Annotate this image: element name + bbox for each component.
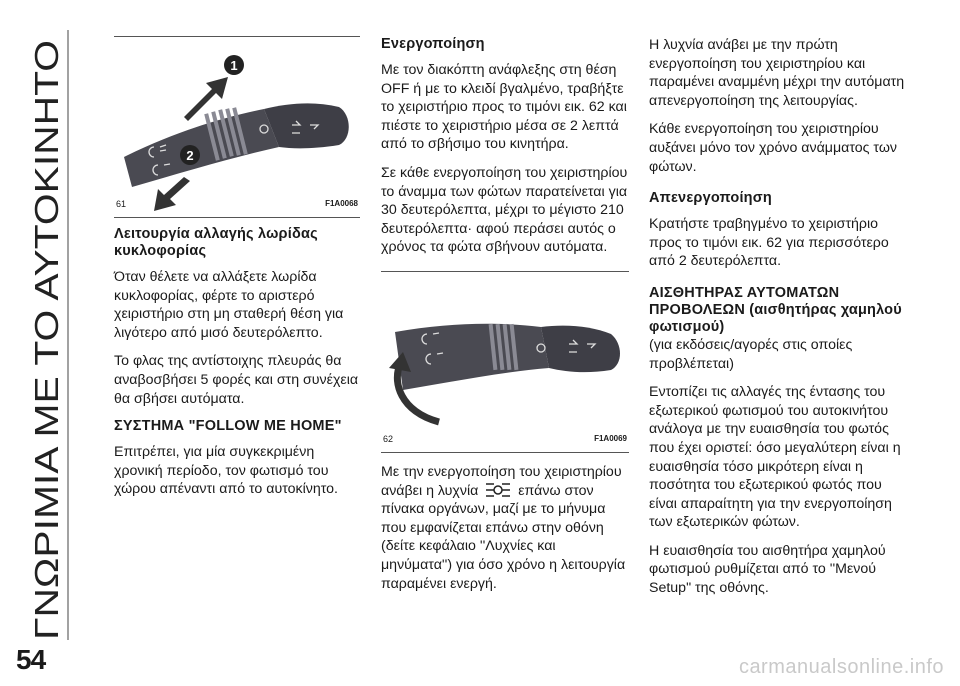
column-2 [381,36,629,603]
figure-code: F1A0068 [325,199,358,209]
paragraph: Το φλας της αντίστοιχης πλευράς θα αναβοσβήσει 5 φορές και στη συνέχεια θα σβήσει αυτόματα. [114,353,359,407]
turn-signal-lever-illustration [114,37,360,217]
column-3 [649,36,911,608]
figure-61 [114,36,360,218]
figure-62 [381,271,629,453]
paragraph: Κρατήστε τραβηγμένο το χειριστήριο προς το τιμόνι εικ. 62 για περισσότερο από 2 δευτερόλεπτα. [649,216,889,270]
follow-me-home-indicator-icon [482,482,514,498]
paragraph-indicator [381,463,629,593]
paragraph: Με τον διακόπτη ανάφλεξης στη θέση OFF ή με το κλειδί βγαλμένο, τραβήξτε το χειριστήριο προς το τιμόνι εικ. 62 και πιέστε το χειριστήριο μέσα σε 2 λεπτά από το σβήσιμο του κινητήρα. [381,62,627,153]
paragraph: Κάθε ενεργοποίηση του χειριστηρίου αυξάνει μόνο τον χρόνο ανάμματος των φώτων. [649,121,897,175]
callout-1: 1 [230,58,238,73]
chapter-side-title [22,30,70,640]
page-number: 54 [16,644,46,675]
subheading-availability: (για εκδόσεις/αγορές στις οποίες προβλέπεται) [649,336,853,372]
paragraph: Η ευαισθησία του αισθητήρα χαμηλού φωτισμού ρυθμίζεται από το ''Μενού Setup" της οθόνης. [649,542,886,597]
heading-follow-me-home: ΣΥΣΤΗΜΑ "FOLLOW ME HOME" [114,418,342,435]
heading-lane-change: Λειτουργία αλλαγής λωρίδας κυκλοφορίας [114,226,318,259]
paragraph-part-b: επάνω στον πίνακα οργάνων, μαζί με το μήνυμα που εμφανίζεται επάνω στην οθόνη (δείτε κεφάλαιο ''Λυχνίες και μηνύματα'') για όσο χρόνο η λειτουργία παραμένει ενεργή. [381,482,626,592]
heading-auto-headlight-sensor: ΑΙΣΘΗΤΗΡΑΣ ΑΥΤΟΜΑΤΩΝ ΠΡΟΒΟΛΕΩΝ (αισθητήρας χαμηλού φωτισμού) [649,284,902,335]
follow-me-home-lever-illustration [381,272,629,452]
heading-activation: Ενεργοποίηση [381,36,485,52]
callout-2: 2 [186,148,194,163]
paragraph: Σε κάθε ενεργοποίηση του χειριστηρίου το άναμμα των φώτων παρατείνεται για 30 δευτερόλεπτα, μέχρι το μέγιστο 210 δευτερόλεπτα· αφού περάσει αυτός ο χρόνος τα φώτα σβήνουν αυτόματα. [381,164,628,256]
paragraph: Όταν θέλετε να αλλάξετε λωρίδα κυκλοφορίας, φέρτε το αριστερό χειριστήριο στη μη σταθερή θέση για λιγότερο από μισό δευτερόλεπτο. [114,269,344,341]
heading-deactivation: Απενεργοποίηση [649,190,772,207]
paragraph: Εντοπίζει τις αλλαγές της έντασης του εξωτερικού φωτισμού του αυτοκινήτου ανάλογα με την ευαισθησία του φωτός που έχει οριστεί: όσο μεγαλύτερη είναι η ευαισθησία τόσο μικρότερη είναι η ποσότητα του εξωτερικού φωτός που είναι απαραίτητη για την ενεργοποίηση των εξωτερικών φώτων. [649,384,901,531]
paragraph: Επιτρέπει, για μία συγκεκριμένη χρονική περίοδο, τον φωτισμό του χώρου απέναντι από το αυτοκίνητο. [114,444,338,498]
column-1 [114,36,360,509]
paragraph-part-a: Με την ενεργοποίηση του χειριστηρίου ανάβει η λυχνία [381,463,622,499]
paragraph: Η λυχνία ανάβει με την πρώτη ενεργοποίηση του χειριστηρίου και παραμένει αναμμένη μέχρι την αυτόματη απενεργοποίηση της λειτουργίας. [649,37,905,109]
chapter-title-text: ΓΝΩΡΙΜΙΑ ΜΕ ΤΟ ΑΥΤΟΚΙΝΗΤΟ [28,154,65,640]
figure-number: 62 [383,434,394,445]
watermark: carmanualsonline.info [738,656,944,678]
figure-number: 61 [116,199,127,210]
figure-code: F1A0069 [594,434,627,444]
